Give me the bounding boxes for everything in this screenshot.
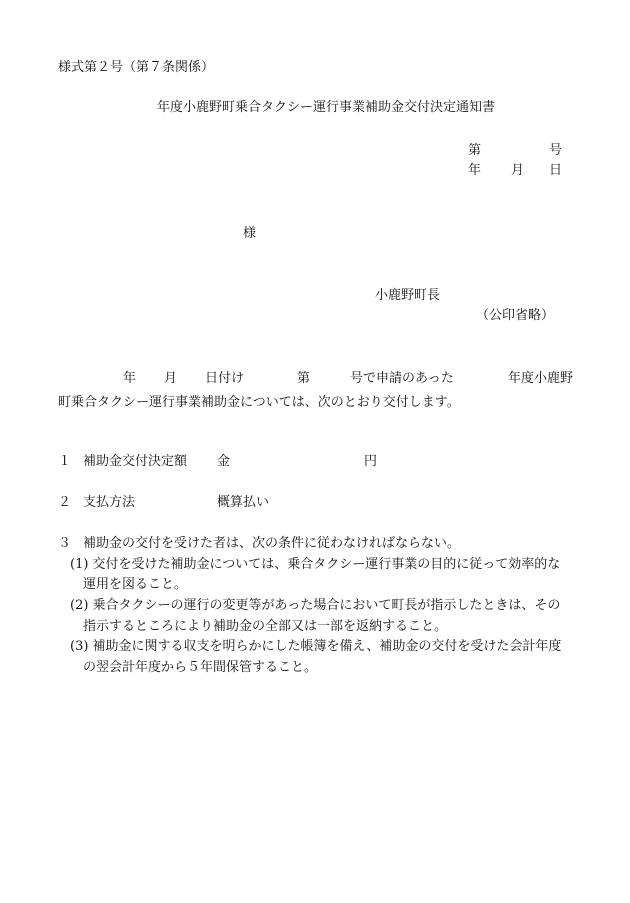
body-year-label: 年	[123, 371, 137, 386]
body-line-2: 町乗合タクシー運行事業補助金については、次のとおり交付します。	[58, 395, 460, 410]
document-number-suffix: 号	[549, 143, 563, 158]
document-number-prefix: 第	[468, 143, 482, 158]
date-month-label: 月	[511, 163, 525, 178]
item-3-number: ３	[58, 536, 72, 551]
body-date-label: 日付け	[205, 371, 245, 386]
body-month-label: 月	[164, 371, 178, 386]
condition-2-line-2: 指示するところにより補助金の全部又は一部を返納すること。	[83, 619, 448, 634]
form-label: 様式第２号（第７条関係）	[58, 60, 215, 75]
condition-1-line-1: (1) 交付を受けた補助金については、乗合タクシー運行事業の目的に従って効率的な	[70, 557, 561, 572]
recipient-honorific: 様	[243, 226, 257, 241]
date-day-label: 日	[549, 163, 563, 178]
item-3-text: 補助金の交付を受けた者は、次の条件に従わなければならない。	[83, 536, 461, 551]
item-2-value: 概算払い	[217, 495, 270, 510]
sender-name: 小鹿野町長	[375, 288, 441, 303]
body-fiscal-text: 年度小鹿野	[508, 371, 574, 386]
item-1-label: 補助金交付決定額	[83, 454, 188, 469]
item-1-number: １	[58, 454, 72, 469]
item-2-label: 支払方法	[83, 495, 136, 510]
condition-3-line-1: (3) 補助金に関する収支を明らかにした帳簿を備え、補助金の交付を受けた会計年度	[70, 639, 562, 654]
date-year-label: 年	[468, 163, 482, 178]
body-application-text: 号で申請のあった	[350, 371, 454, 386]
item-1-kin: 金	[217, 454, 231, 469]
seal-note: （公印省略）	[476, 308, 555, 323]
condition-3-line-2: の翌会計年度から５年間保管すること。	[83, 660, 318, 675]
item-2-number: ２	[58, 495, 72, 510]
condition-1-line-2: 運用を図ること。	[83, 577, 188, 592]
condition-2-line-1: (2) 乗合タクシーの運行の変更等があった場合において町長が指示したときは、その	[70, 598, 561, 613]
document-title: 年度小鹿野町乗合タクシー運行事業補助金交付決定通知書	[157, 100, 496, 115]
item-1-yen: 円	[364, 454, 378, 469]
body-number-prefix: 第	[297, 371, 311, 386]
